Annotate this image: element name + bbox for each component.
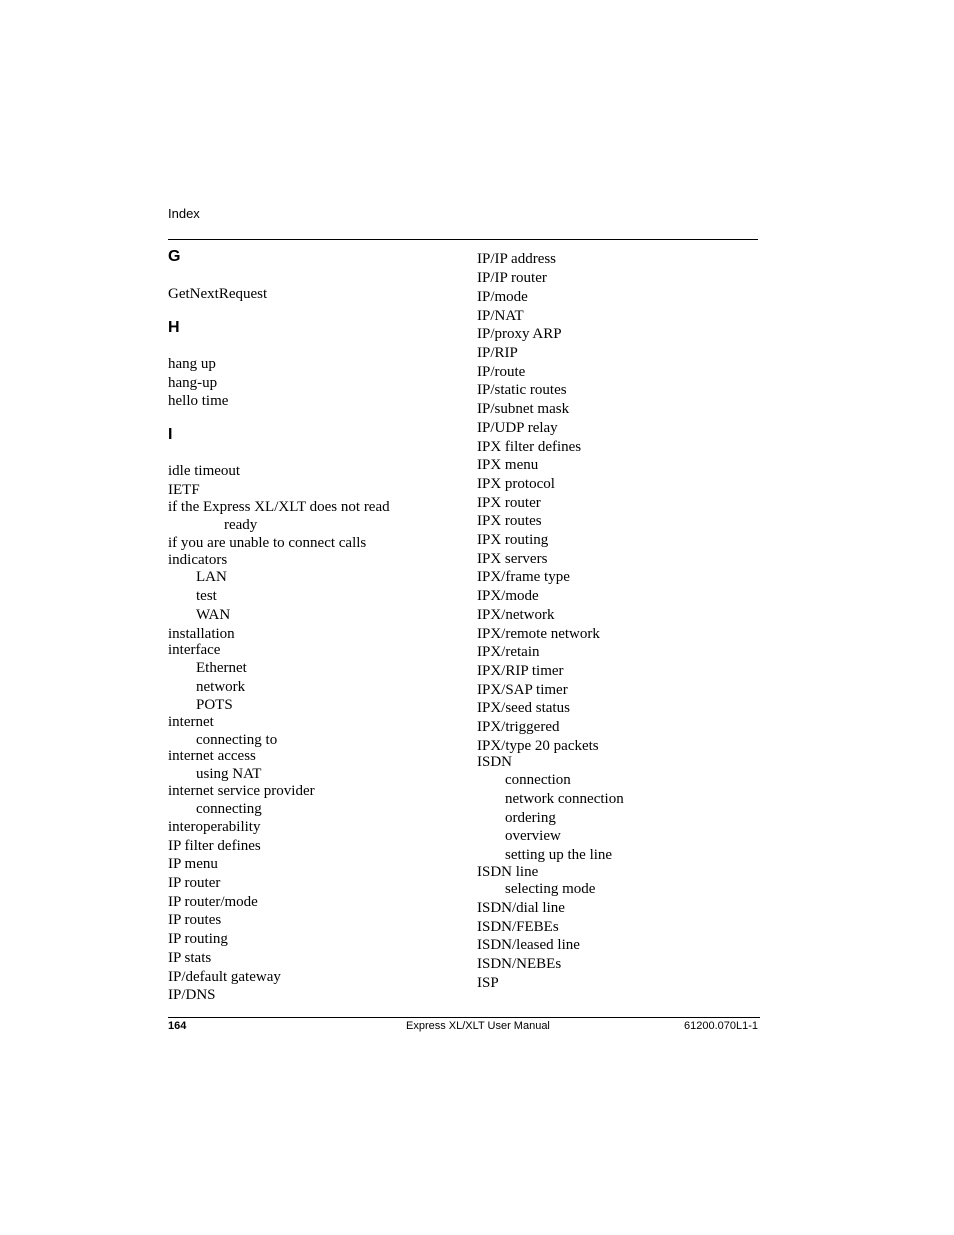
index-entry: IPX/triggered [477, 719, 560, 735]
index-entry: if you are unable to connect calls [168, 535, 367, 551]
index-entry: IP routes [168, 912, 222, 928]
index-entry: IPX/remote network [477, 626, 600, 642]
index-entry: IP menu [168, 856, 218, 872]
index-entry: ISP [477, 975, 499, 991]
index-entry: IPX routes [477, 513, 542, 529]
index-entry: IP/subnet mask [477, 401, 570, 417]
index-letter-heading: I [168, 426, 173, 443]
index-entry: IP/static routes [477, 382, 567, 398]
index-entry: ISDN/NEBEs [477, 956, 562, 972]
footer-rule [168, 1017, 760, 1018]
index-entry: IP/NAT [477, 308, 524, 324]
index-entry: IPX servers [477, 551, 548, 567]
index-entry: IPX menu [477, 457, 539, 473]
index-entry: hello time [168, 393, 229, 409]
index-entry: IP/UDP relay [477, 420, 558, 436]
index-subentry: overview [505, 828, 561, 844]
index-subentry: using NAT [196, 766, 262, 782]
index-entry: IP stats [168, 950, 212, 966]
index-entry: internet access [168, 748, 256, 764]
index-entry: hang-up [168, 375, 218, 391]
index-entry: indicators [168, 552, 228, 568]
index-entry: IPX/frame type [477, 569, 570, 585]
index-entry: IP/mode [477, 289, 528, 305]
index-entry: interface [168, 642, 221, 658]
index-entry: IP/RIP [477, 345, 518, 361]
index-entry: IP filter defines [168, 838, 261, 854]
index-subentry: selecting mode [505, 881, 596, 897]
index-entry: IPX router [477, 495, 541, 511]
index-entry: IPX/SAP timer [477, 682, 568, 698]
index-subentry: network connection [505, 791, 624, 807]
index-entry: IP routing [168, 931, 228, 947]
index-entry: IP router/mode [168, 894, 258, 910]
index-entry-continuation: ready [224, 517, 258, 533]
index-subentry: LAN [196, 569, 227, 585]
index-entry: IPX/mode [477, 588, 539, 604]
manual-title: Express XL/XLT User Manual [406, 1020, 550, 1032]
index-subentry: test [196, 588, 217, 604]
index-subentry: network [196, 679, 246, 695]
index-subentry: ordering [505, 810, 556, 826]
index-entry: hang up [168, 356, 216, 372]
index-entry: IP/IP address [477, 251, 557, 267]
index-entry: IPX filter defines [477, 439, 582, 455]
index-subentry: connection [505, 772, 571, 788]
index-entry: IP/DNS [168, 987, 216, 1003]
index-letter-heading: G [168, 248, 181, 265]
index-entry: IP/proxy ARP [477, 326, 562, 342]
index-entry: IP/route [477, 364, 526, 380]
document-number: 61200.070L1-1 [683, 1020, 758, 1032]
index-entry: ISDN/dial line [477, 900, 565, 916]
index-entry: IPX/type 20 packets [477, 738, 599, 754]
index-subentry: connecting to [196, 732, 278, 748]
index-entry: IPX/RIP timer [477, 663, 564, 679]
index-entry: IPX routing [477, 532, 549, 548]
index-entry: ISDN [477, 754, 513, 770]
index-entry: if the Express XL/XLT does not read [168, 499, 390, 515]
page-number: 164 [168, 1020, 187, 1032]
index-entry: IETF [168, 482, 200, 498]
index-subentry: Ethernet [196, 660, 247, 676]
index-entry: idle timeout [168, 463, 241, 479]
index-entry: IPX/seed status [477, 700, 570, 716]
index-entry: interoperability [168, 819, 261, 835]
index-entry: internet service provider [168, 783, 315, 799]
index-entry: ISDN line [477, 864, 539, 880]
index-subentry: POTS [196, 697, 233, 713]
index-subentry: WAN [196, 607, 231, 623]
running-header: Index [168, 206, 200, 221]
index-entry: ISDN/FEBEs [477, 919, 559, 935]
index-entry: IP router [168, 875, 221, 891]
index-entry: IPX/retain [477, 644, 540, 660]
index-subentry: setting up the line [505, 847, 613, 863]
header-rule [168, 239, 758, 240]
index-entry: IPX/network [477, 607, 555, 623]
index-entry: IP/IP router [477, 270, 547, 286]
index-letter-heading: H [168, 319, 180, 336]
index-entry: IPX protocol [477, 476, 555, 492]
index-entry: internet [168, 714, 214, 730]
index-entry: installation [168, 626, 235, 642]
index-subentry: connecting [196, 801, 262, 817]
index-entry: ISDN/leased line [477, 937, 580, 953]
index-entry: IP/default gateway [168, 969, 281, 985]
index-entry: GetNextRequest [168, 286, 268, 302]
